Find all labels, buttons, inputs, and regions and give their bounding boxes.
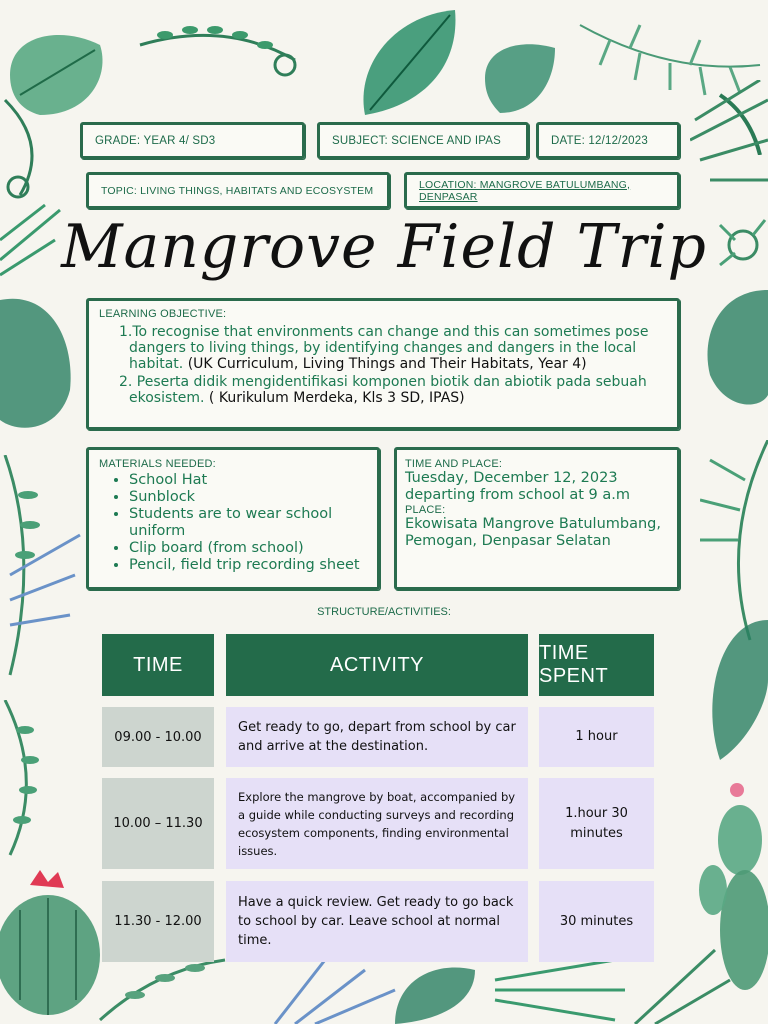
- fern-decoration-left-icon: [0, 95, 60, 205]
- fern-decoration-left-lower-icon: [0, 455, 85, 685]
- page-title: Mangrove Field Trip: [61, 212, 707, 282]
- location-box: [404, 172, 680, 209]
- materials-list: [129, 472, 367, 574]
- table-row-activity: Explore the mangrove by boat, accompanied by a guide while conducting surveys and recording ecosystem components, finding environmental issues.: [226, 778, 528, 869]
- objective-reference: ( Kurikulum Merdeka, Kls 3 SD, IPAS): [204, 390, 465, 406]
- objective-text: 1.To recognise that environments can change and this can sometimes pose dangers to living things, by identifying changes and dangers in the local habitat.: [119, 324, 649, 372]
- topic-box: [86, 172, 390, 209]
- monstera-decoration-top-right-icon: [480, 38, 560, 118]
- fern-decoration-left-bottom-icon: [0, 700, 60, 860]
- palm-decoration-right-icon: [690, 80, 768, 200]
- palm-decoration-right-lower-icon: [700, 440, 768, 770]
- place-label: PLACE:: [405, 504, 446, 516]
- learning-objective-label: LEARNING OBJECTIVE:: [99, 308, 227, 320]
- time-place-box: [394, 447, 680, 590]
- list-item: • Clip board (from school): [129, 540, 367, 557]
- list-item: [119, 324, 667, 372]
- header-activity: ACTIVITY: [226, 634, 528, 696]
- list-item: • School Hat: [129, 472, 367, 489]
- list-item: • Pencil, field trip recording sheet: [129, 557, 367, 574]
- date-box: [536, 122, 680, 159]
- structure-label: STRUCTURE/ACTIVITIES:: [317, 606, 451, 618]
- objective-reference: (UK Curriculum, Living Things and Their Habitats, Year 4): [183, 356, 587, 372]
- place-line-2: Pemogan, Denpasar Selatan: [405, 533, 611, 549]
- header-time-spent: TIME SPENT: [539, 634, 654, 696]
- objective-text: 2. Peserta didik mengidentifikasi komponen biotik dan abiotik pada sebuah ekosistem.: [119, 374, 647, 406]
- table-row-activity: Get ready to go, depart from school by car and arrive at the destination.: [226, 707, 528, 767]
- monstera-decoration-left-icon: [0, 290, 75, 440]
- cactus-decoration-right-icon: [695, 780, 768, 990]
- materials-box: [86, 447, 380, 590]
- materials-label: MATERIALS NEEDED:: [99, 458, 216, 470]
- location-label: LOCATION: MANGROVE BATULUMBANG, DENPASAR: [419, 178, 631, 203]
- monstera-decoration-top-icon: [345, 5, 465, 125]
- date-label: DATE: 12/12/2023: [551, 134, 648, 147]
- place-line-1: Ekowisata Mangrove Batulumbang,: [405, 516, 661, 532]
- trip-date: Tuesday, December 12, 2023: [405, 470, 618, 486]
- learning-objective-list: [119, 324, 667, 406]
- topic-label: TOPIC: LIVING THINGS, HABITATS AND ECOSYSTEM: [101, 184, 374, 197]
- time-place-label: TIME AND PLACE:: [405, 458, 503, 470]
- header-time: TIME: [102, 634, 214, 696]
- list-item: • Students are to wear school uniform: [129, 506, 367, 540]
- table-row-time: 10.00 – 11.30: [102, 778, 214, 869]
- learning-objective-box: [86, 298, 680, 430]
- grade-label: GRADE: YEAR 4/ SD3: [95, 134, 216, 147]
- list-item: • Sunblock: [129, 489, 367, 506]
- table-row-time-spent: 1 hour: [539, 707, 654, 767]
- monstera-decoration-right-icon: [700, 285, 768, 415]
- table-row-time: 09.00 - 10.00: [102, 707, 214, 767]
- subject-label: SUBJECT: SCIENCE AND IPAS: [332, 134, 502, 147]
- fern-decoration-top-icon: [135, 20, 305, 90]
- list-item: [119, 374, 667, 406]
- table-row-time-spent: 1.hour 30 minutes: [539, 778, 654, 869]
- departure-time: departing from school at 9 a.m: [405, 487, 630, 503]
- table-row-time: 11.30 - 12.00: [102, 881, 214, 962]
- grade-box: [80, 122, 305, 159]
- subject-box: [317, 122, 529, 159]
- table-row-activity: Have a quick review. Get ready to go back to school by car. Leave school at normal time.: [226, 881, 528, 962]
- table-row-time-spent: 30 minutes: [539, 881, 654, 962]
- cactus-decoration-bottom-left-icon: [0, 870, 105, 1020]
